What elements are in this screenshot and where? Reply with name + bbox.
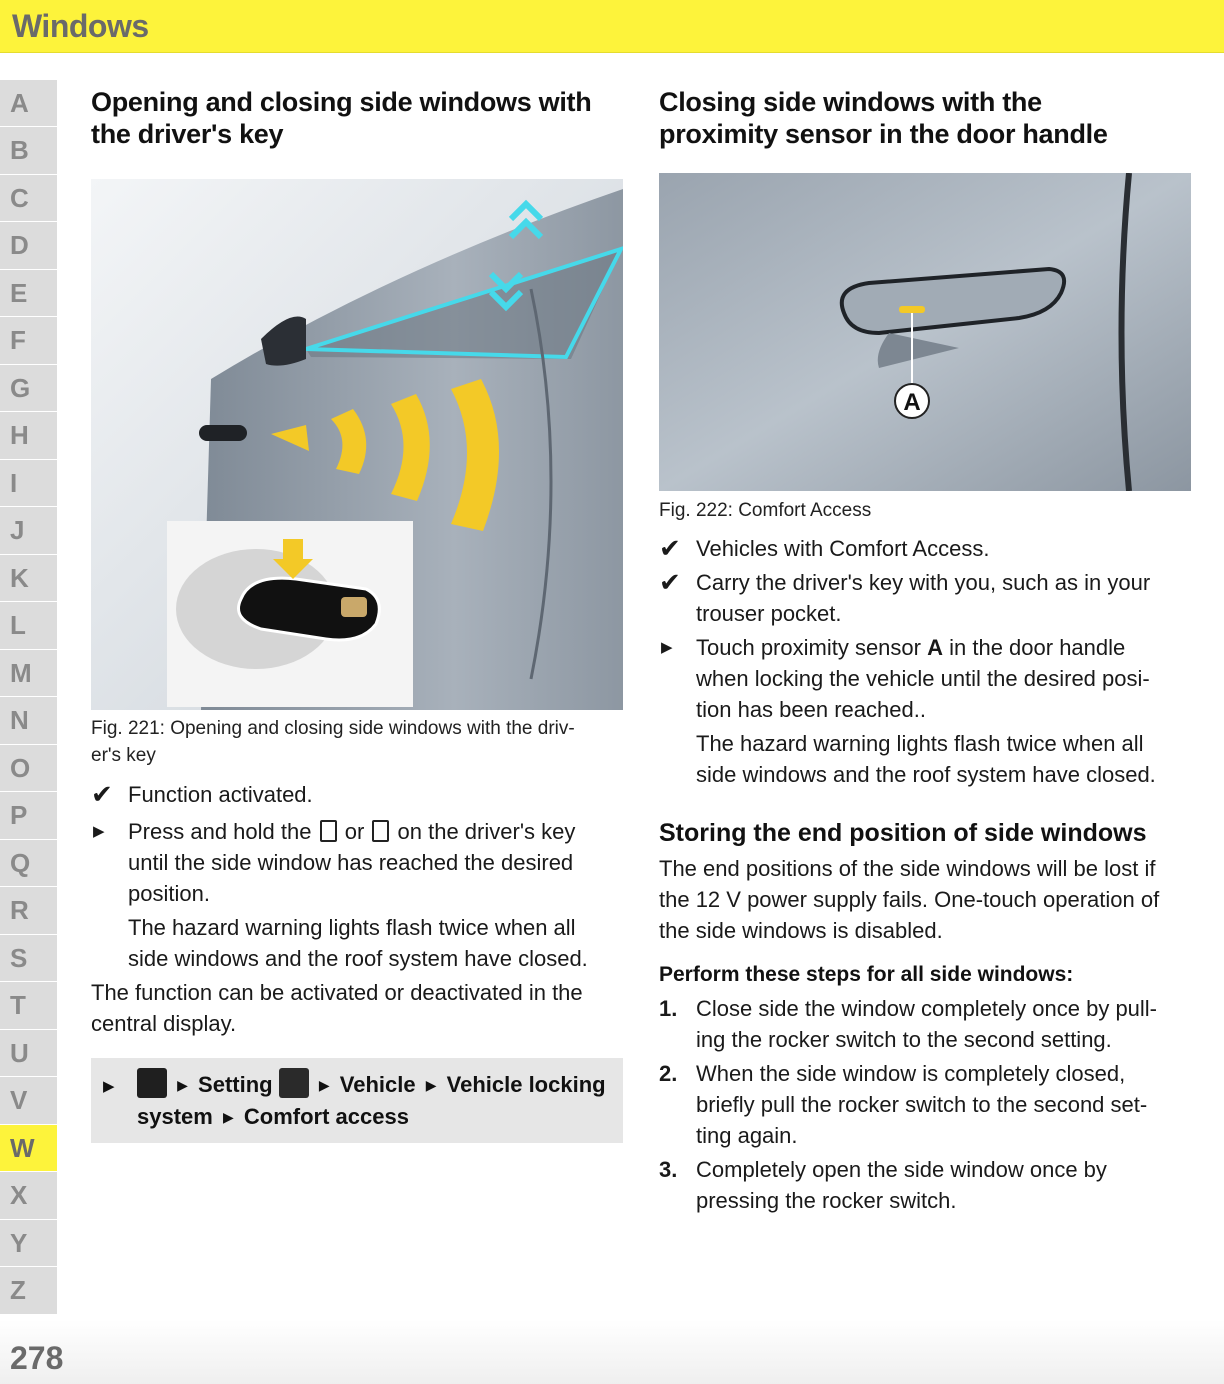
alphabet-index (0, 80, 57, 1315)
check-icon: ✔ (659, 567, 681, 597)
triangle-right-icon: ▶ (103, 1078, 115, 1095)
index-letter-v[interactable]: V (0, 1077, 57, 1123)
step-number: 1. (659, 996, 678, 1021)
step-text: when locking the vehicle until the desired posi- (696, 666, 1150, 691)
left-column (91, 86, 623, 1143)
index-letter-f[interactable]: F (0, 317, 57, 363)
index-letter-r[interactable]: R (0, 887, 57, 933)
index-letter-k[interactable]: K (0, 555, 57, 601)
index-letter-n[interactable]: N (0, 697, 57, 743)
car-key-window-illustration (91, 179, 623, 710)
para-line: The end positions of the side windows will be lost if (659, 856, 1156, 881)
triangle-right-icon: ▶ (177, 1077, 188, 1093)
lock-icon (372, 820, 389, 842)
index-letter-s[interactable]: S (0, 935, 57, 981)
step-text: position. (128, 881, 210, 906)
body-paragraph (91, 977, 623, 1039)
index-letter-x[interactable]: X (0, 1172, 57, 1218)
para-line: the side windows is disabled. (659, 918, 943, 943)
instruction-step (659, 632, 1191, 725)
numbered-step (659, 993, 1191, 1055)
check-text: Function activated. (128, 782, 313, 807)
index-letter-e[interactable]: E (0, 270, 57, 316)
left-section-title: Opening and closing side windows with the driver's key (91, 87, 592, 149)
step-text: Press and hold the (128, 819, 312, 844)
numbered-steps (659, 993, 1191, 1216)
check-item (659, 533, 1191, 564)
step-text: on the driver's key (397, 819, 576, 844)
index-letter-p[interactable]: P (0, 792, 57, 838)
note-line: side windows and the roof system have closed. (128, 946, 588, 971)
figure-221 (91, 179, 623, 710)
index-letter-q[interactable]: Q (0, 840, 57, 886)
triangle-right-icon: ▶ (222, 1109, 234, 1125)
note-line: The hazard warning lights flash twice when all (128, 915, 576, 940)
numbered-step (659, 1154, 1191, 1216)
sensor-label-a: A (903, 389, 921, 416)
step-text: in the door handle (949, 635, 1126, 660)
triangle-right-icon: ▶ (661, 639, 673, 656)
menu-system: system (137, 1104, 213, 1129)
note-line: The hazard warning lights flash twice when all (696, 731, 1144, 756)
para-line: the 12 V power supply fails. One-touch operation of (659, 887, 1160, 912)
right-column (659, 86, 1191, 1216)
menu-comfort-access: Comfort access (243, 1104, 409, 1129)
footer-shade (0, 1320, 1224, 1384)
step-number: 2. (659, 1061, 678, 1086)
storing-subheading: Storing the end position of side windows (659, 819, 1147, 847)
numbered-step (659, 1058, 1191, 1151)
step-text: or (344, 819, 365, 844)
right-section-title: Closing side windows with the proximity sensor in the door handle (659, 87, 1108, 149)
door-handle-illustration (659, 173, 1191, 491)
body-line: central display. (91, 1011, 237, 1036)
menu-setting: Setting (198, 1072, 273, 1097)
index-letter-l[interactable]: L (0, 602, 57, 648)
check-icon: ✔ (91, 779, 113, 809)
steps-heading: Perform these steps for all side windows: (659, 963, 1074, 986)
vehicle-menu-icon (137, 1068, 167, 1098)
caption-line: er's key (91, 745, 156, 766)
step-line: Completely open the side window once by (696, 1157, 1107, 1182)
index-letter-w[interactable]: W (0, 1125, 57, 1171)
page-number: 278 (10, 1340, 64, 1376)
index-letter-t[interactable]: T (0, 982, 57, 1028)
check-icon: ✔ (659, 533, 681, 563)
triangle-right-icon: ▶ (93, 823, 105, 840)
index-letter-b[interactable]: B (0, 127, 57, 173)
step-text: until the side window has reached the desired (128, 850, 574, 875)
check-item (91, 779, 623, 810)
index-letter-i[interactable]: I (0, 460, 57, 506)
figure-222-caption: Fig. 222: Comfort Access (659, 500, 872, 521)
check-text: trouser pocket. (696, 601, 842, 626)
menu-vehicle-locking: Vehicle locking (446, 1072, 606, 1097)
index-letter-j[interactable]: J (0, 507, 57, 553)
index-letter-y[interactable]: Y (0, 1220, 57, 1266)
triangle-right-icon: ▶ (318, 1077, 330, 1093)
check-text: Carry the driver's key with you, such as in your (696, 570, 1151, 595)
step-line: briefly pull the rocker switch to the second set- (696, 1092, 1148, 1117)
index-letter-o[interactable]: O (0, 745, 57, 791)
instruction-step (91, 816, 623, 909)
triangle-right-icon: ▶ (425, 1077, 437, 1093)
unlock-icon (320, 820, 337, 842)
index-letter-m[interactable]: M (0, 650, 57, 696)
index-letter-g[interactable]: G (0, 365, 57, 411)
header-bar (0, 0, 1224, 53)
check-text: Vehicles with Comfort Access. (696, 536, 990, 561)
menu-vehicle: Vehicle (339, 1072, 416, 1097)
check-item (659, 567, 1191, 629)
step-line: pressing the rocker switch. (696, 1188, 957, 1213)
index-letter-z[interactable]: Z (0, 1267, 57, 1313)
step-text: tion has been reached.. (696, 697, 926, 722)
step-number: 3. (659, 1157, 678, 1182)
storing-paragraph (659, 853, 1191, 946)
step-line: ting again. (696, 1123, 798, 1148)
caption-line: Fig. 221: Opening and closing side windows with the driv- (91, 718, 575, 739)
index-letter-u[interactable]: U (0, 1030, 57, 1076)
step-line: Close side the window completely once by pull- (696, 996, 1158, 1021)
index-letter-c[interactable]: C (0, 175, 57, 221)
body-line: The function can be activated or deactivated in the (91, 980, 583, 1005)
menu-path-box (91, 1058, 623, 1143)
hazard-note (659, 728, 1191, 790)
index-letter-d[interactable]: D (0, 222, 57, 268)
step-bold-label: A (927, 635, 943, 660)
index-letter-a[interactable]: A (0, 80, 57, 126)
hazard-note (91, 912, 623, 974)
note-line: side windows and the roof system have closed. (696, 762, 1156, 787)
header-title: Windows (12, 8, 149, 44)
index-letter-h[interactable]: H (0, 412, 57, 458)
step-line: When the side window is completely closed, (696, 1061, 1126, 1086)
step-text: Touch proximity sensor (696, 635, 921, 660)
figure-221-caption (91, 715, 623, 769)
figure-222 (659, 173, 1191, 491)
gear-icon (279, 1068, 309, 1098)
step-line: ing the rocker switch to the second setting. (696, 1027, 1112, 1052)
